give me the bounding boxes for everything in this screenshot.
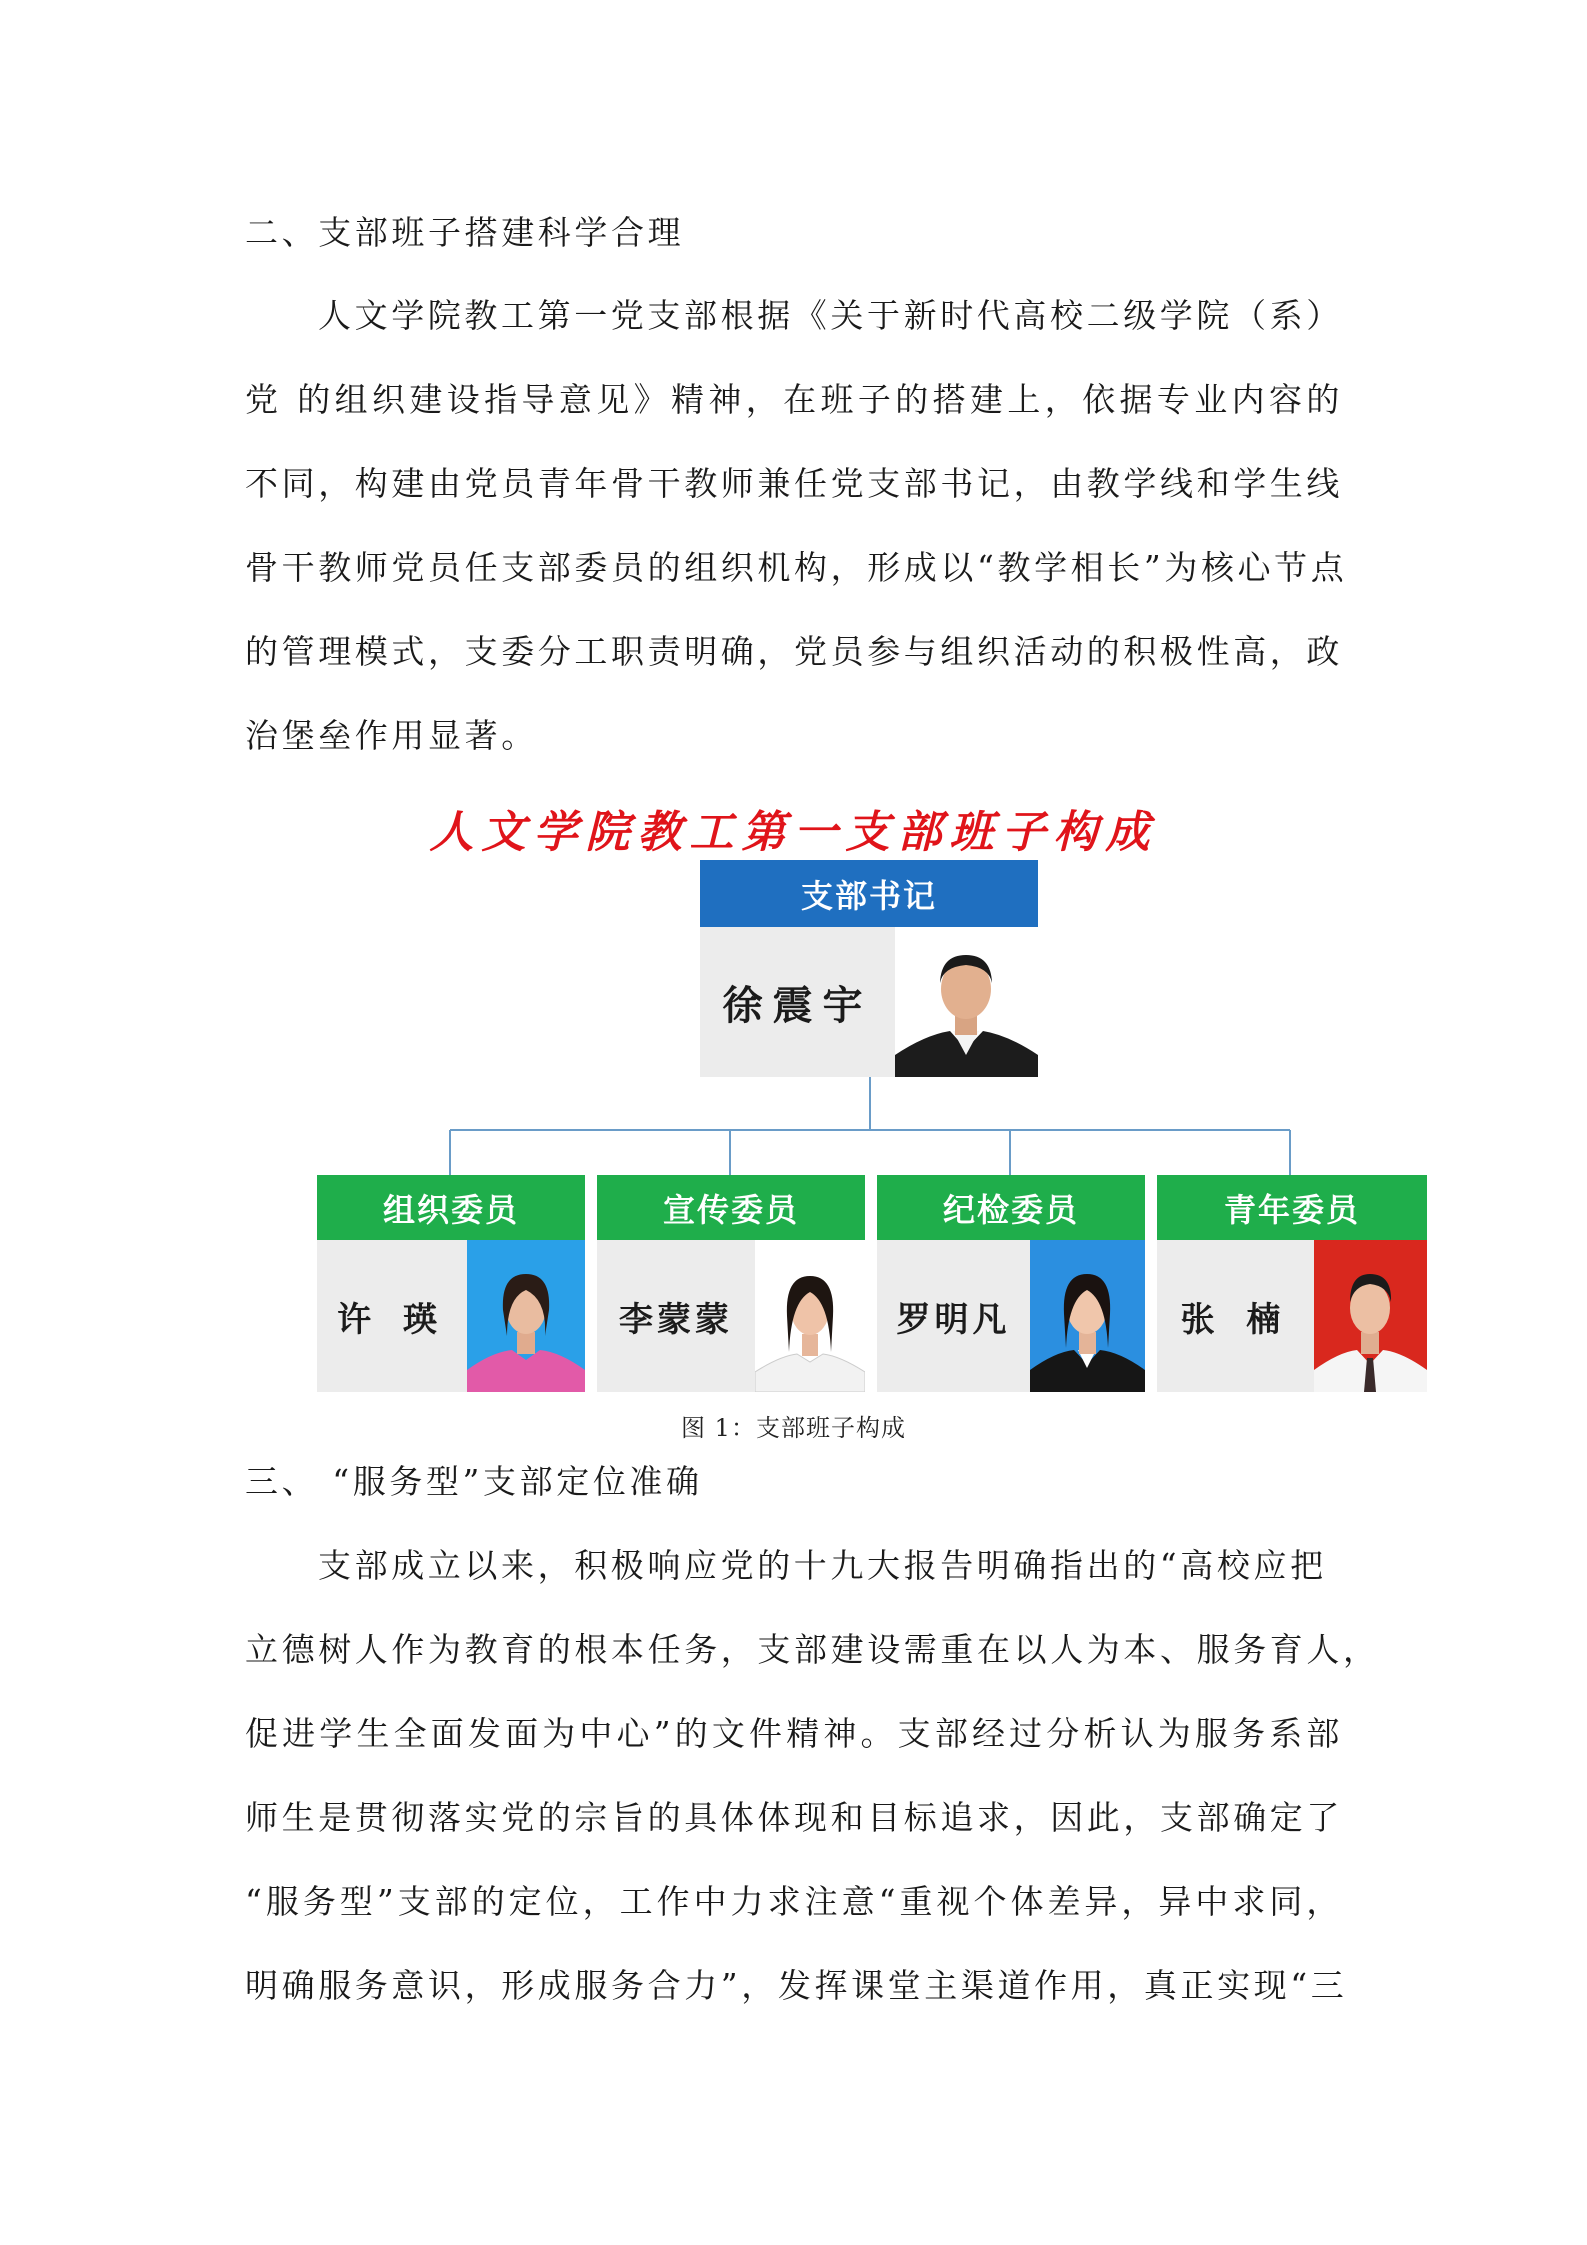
member-name: 罗明凡	[896, 1299, 1011, 1340]
member-name: 许 瑛	[337, 1299, 447, 1340]
secretary-photo	[895, 927, 1038, 1077]
org-chart-title: 人文学院教工第一支部班子构成	[429, 807, 1158, 858]
member-name-cell	[317, 1240, 467, 1392]
member-name-cell	[597, 1240, 755, 1392]
figure-caption: 图 1：支部班子构成	[681, 1414, 906, 1442]
member-role: 纪检委员	[877, 1175, 1145, 1240]
member-photo	[467, 1240, 585, 1392]
member-photo	[1030, 1240, 1145, 1392]
paragraph-line: 师生是贯彻落实党的宗旨的具体体现和目标追求，因此，支部确定了	[245, 1798, 1343, 1837]
secretary-role: 支部书记	[700, 860, 1038, 927]
paragraph-line: 立德树人作为教育的根本任务，支部建设需重在以人为本、服务育人，	[245, 1630, 1380, 1669]
member-photo	[755, 1240, 865, 1392]
paragraph-line: 人文学院教工第一党支部根据《关于新时代高校二级学院（系）	[318, 296, 1343, 335]
paragraph-line: 治堡垒作用显著。	[245, 716, 538, 755]
member-role: 青年委员	[1157, 1175, 1427, 1240]
member-name: 李蒙蒙	[619, 1299, 733, 1340]
paragraph-line: 不同，构建由党员青年骨干教师兼任党支部书记，由教学线和学生线	[245, 464, 1343, 503]
member-photo	[1314, 1240, 1427, 1392]
paragraph-line: 骨干教师党员任支部委员的组织机构，形成以“教学相长”为核心节点	[245, 548, 1348, 587]
member-name-cell	[877, 1240, 1030, 1392]
paragraph-line: “服务型”支部的定位，工作中力求注意“重视个体差异，异中求同，	[245, 1882, 1343, 1921]
paragraph-line: 的管理模式，支委分工职责明确，党员参与组织活动的积极性高，政	[245, 632, 1343, 671]
member-role: 组织委员	[317, 1175, 585, 1240]
paragraph-line: 支部成立以来，积极响应党的十九大报告明确指出的“高校应把	[318, 1546, 1327, 1585]
paragraph-line: 明确服务意识，形成服务合力”，发挥课堂主渠道作用，真正实现“三	[245, 1966, 1348, 2005]
section-heading-2: 二、支部班子搭建科学合理	[245, 213, 685, 252]
member-name: 张 楠	[1180, 1299, 1291, 1340]
paragraph-line: 促进学生全面发面为中心”的文件精神。支部经过分析认为服务系部	[245, 1714, 1343, 1753]
paragraph-line: 党 的组织建设指导意见》精神，在班子的搭建上，依据专业内容的	[245, 380, 1343, 419]
secretary-name: 徐震宇	[722, 981, 873, 1029]
member-role: 宣传委员	[597, 1175, 865, 1240]
member-name-cell	[1157, 1240, 1314, 1392]
section-heading-3: 三、 “服务型”支部定位准确	[245, 1462, 703, 1501]
secretary-name-cell	[700, 927, 895, 1077]
